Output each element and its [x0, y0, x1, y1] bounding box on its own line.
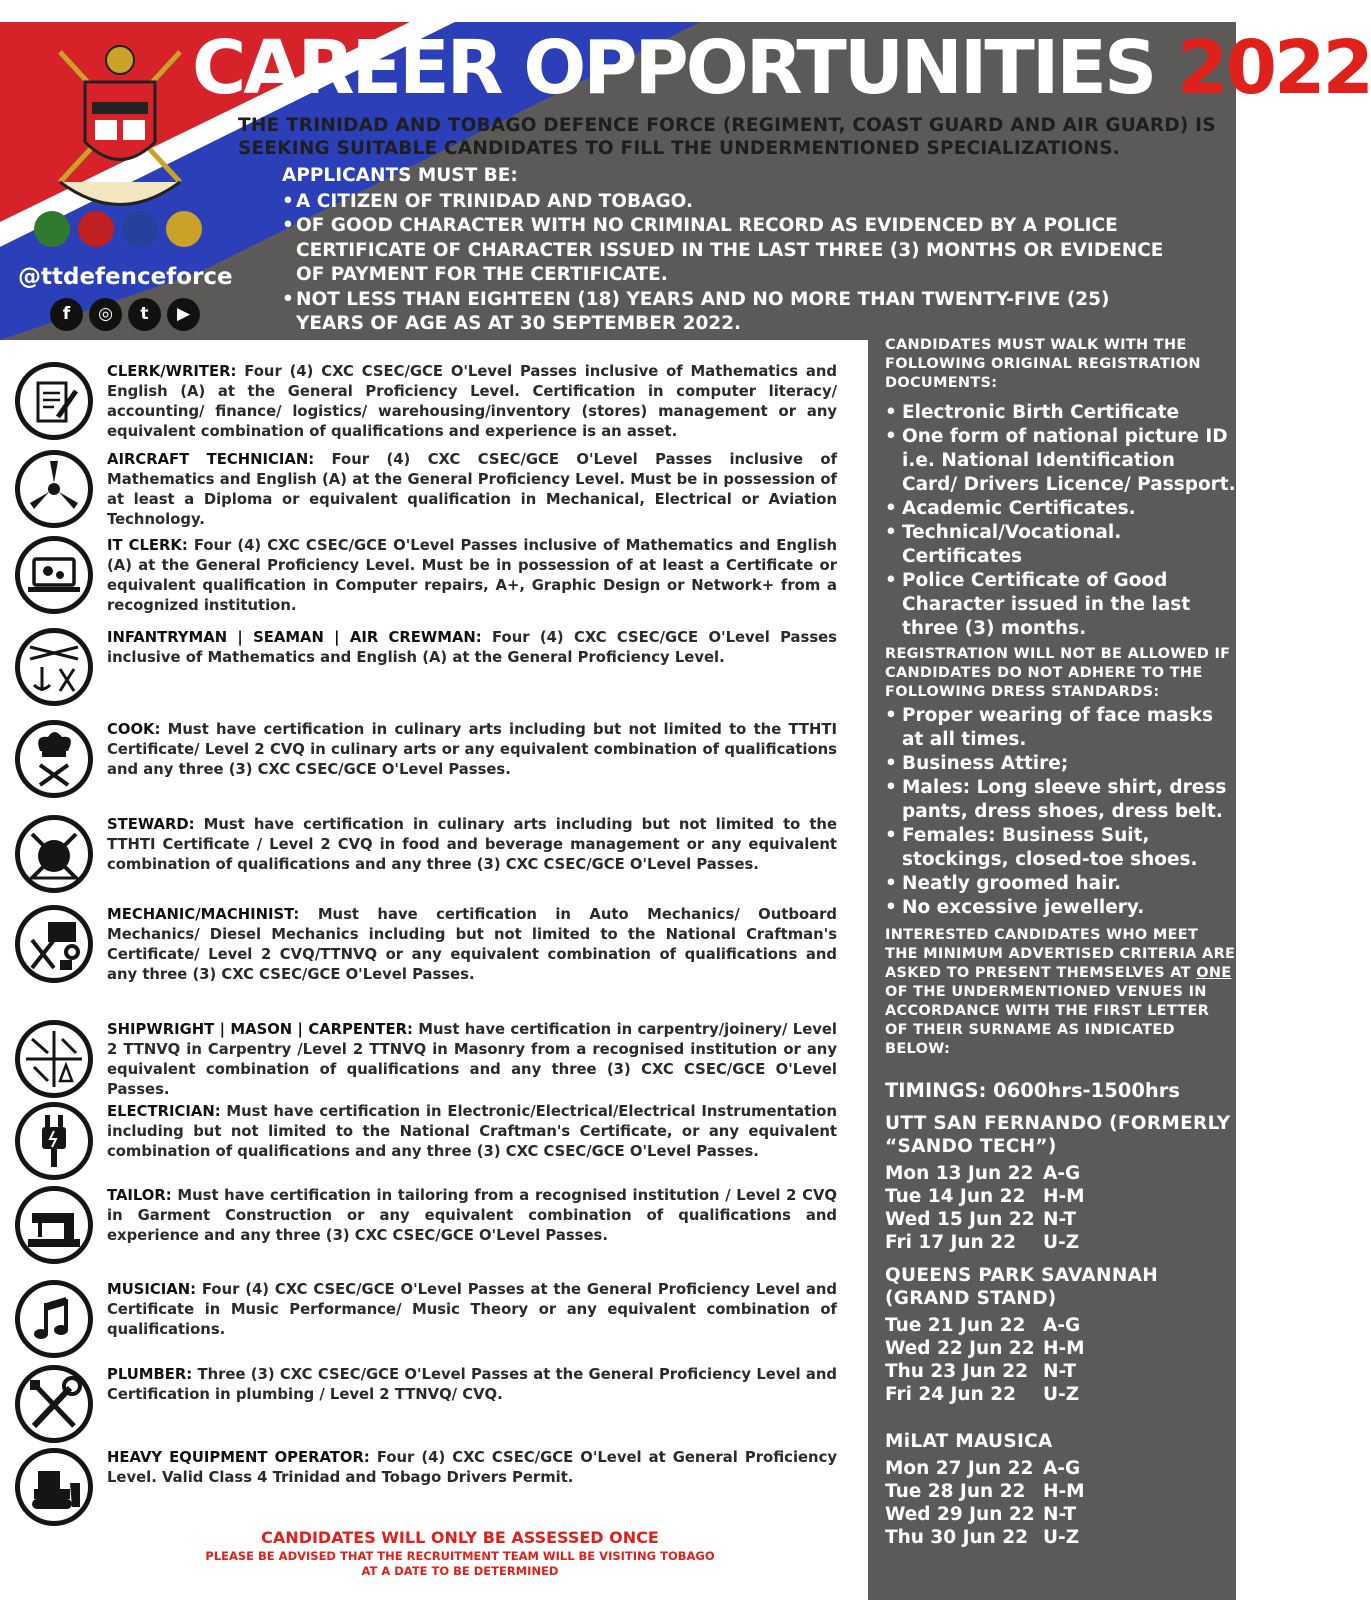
schedule-range: N-T: [1043, 1361, 1077, 1382]
document-item: • Police Certificate of Good Character issued in the last three (3) months.: [885, 569, 1236, 641]
schedule-range: A-G: [1043, 1163, 1081, 1184]
tobago-note: [180, 1549, 740, 1579]
schedule-row: [885, 1337, 1236, 1360]
music-note-icon: [15, 1280, 93, 1358]
youtube-icon[interactable]: ▶: [167, 298, 200, 331]
unit-badges-icon: [30, 206, 210, 252]
schedule-date: Mon 27 Jun 22: [885, 1458, 1034, 1479]
job-requirements: Must have certification in Electronic/Electrical/Electrical Instrumentation including but not limited to the National Craftman's Certificate, or any equivalent combination of qualifications and any three (3) CXC CSEC/GCE O'Level Passes.: [107, 1103, 837, 1160]
schedule-date: Tue 14 Jun 22: [885, 1186, 1026, 1207]
construction-tools-icon: [15, 1020, 93, 1098]
instagram-icon[interactable]: ◎: [89, 298, 122, 331]
document-item: • One form of national picture ID i.e. National Identification Card/ Drivers Licence/ Passport.: [885, 425, 1236, 497]
schedule-range: N-T: [1043, 1504, 1077, 1525]
schedule-row: [885, 1526, 1236, 1549]
header-banner: [0, 22, 1371, 340]
cutlery-icon: [15, 815, 93, 893]
dress-list: [885, 704, 1236, 920]
venue-intro-one: ONE: [1196, 965, 1232, 981]
schedule-date: Wed 22 Jun 22: [885, 1338, 1035, 1359]
job-requirements: Three (3) CXC CSEC/GCE O'Level Passes at the General Proficiency Level and Certification in plumbing / Level 2 TTNVQ/ CVQ.: [107, 1366, 838, 1403]
schedule-range: U-Z: [1043, 1384, 1080, 1405]
job-requirements: Four (4) CXC CSEC/GCE O'Level at General Proficiency Level. Valid Class 4 Trinidad and Tobago Drivers Permit.: [107, 1449, 837, 1486]
schedule-row: [885, 1457, 1236, 1480]
documents-heading: CANDIDATES MUST WALK WITH THE FOLLOWING ORIGINAL REGISTRATION DOCUMENTS:: [885, 337, 1201, 391]
job-title: AIRCRAFT TECHNICIAN:: [107, 451, 315, 468]
registration-sidebar: [868, 337, 1236, 1600]
venue-intro-a: INTERESTED CANDIDATES WHO MEET THE MINIMUM ADVERTISED CRITERIA ARE ASKED TO PRESENT THEMSELVES AT: [885, 927, 1236, 981]
requirement-item: • A CITIZEN OF TRINIDAD AND TOBAGO.: [282, 190, 1182, 215]
tobago-note-line: PLEASE BE ADVISED THAT THE RECRUITMENT TEAM WILL BE VISITING TOBAGO: [205, 1549, 715, 1563]
requirement-item: • OF GOOD CHARACTER WITH NO CRIMINAL RECORD AS EVIDENCED BY A POLICE CERTIFICATE OF CHARACTER ISSUED IN THE LAST THREE (3) MONTHS OR EVIDENCE OF PAYMENT FOR THE CERTIFICATE.: [282, 214, 1182, 288]
dress-heading: REGISTRATION WILL NOT BE ALLOWED IF CANDIDATES DO NOT ADHERE TO THE FOLLOWING DRESS STANDARDS:: [885, 646, 1231, 700]
job-requirements: Must have certification in Auto Mechanics/ Outboard Mechanics/ Diesel Mechanics including but not limited to the National Craftman's Certificate/ Level 2 CVQ/TTNVQ or any equivalent combination of qualifications and any three (3) CXC CSEC/GCE O'Level Passes.: [107, 906, 838, 983]
job-title: MUSICIAN:: [107, 1281, 197, 1298]
defence-force-crest-icon: [40, 32, 200, 232]
schedule-row: [885, 1162, 1236, 1185]
requirements: [282, 164, 1182, 337]
job-description: [107, 720, 837, 780]
venue-schedule: [885, 1162, 1236, 1254]
schedule-range: H-M: [1043, 1481, 1085, 1502]
job-description: [107, 1280, 837, 1340]
job-description: [107, 362, 837, 442]
dress-item: • Females: Business Suit, stockings, closed-toe shoes.: [885, 824, 1236, 872]
job-requirements: Must have certification in tailoring from a recognised institution / Level 2 CVQ in Garment Construction or any equivalent combination of qualifications and experience and any three (3) CXC CSEC/GCE O'Level Passes.: [107, 1187, 838, 1244]
document-item: • Technical/Vocational. Certificates: [885, 521, 1236, 569]
dress-item: • Proper wearing of face masks at all times.: [885, 704, 1236, 752]
schedule-row: [885, 1314, 1236, 1337]
job-requirements: Must have certification in culinary arts including but not limited to the TTHTI Certificate/ Level 2 CVQ in culinary arts or any equivalent combination of qualifications and any three (3) CXC CSEC/GCE O'Level Passes.: [107, 721, 837, 778]
job-description: [107, 536, 837, 616]
title-text: CAREER OPPORTUNITIES: [192, 25, 1155, 111]
assessment-note: CANDIDATES WILL ONLY BE ASSESSED ONCE: [261, 1528, 659, 1547]
schedule-row: [885, 1231, 1236, 1254]
job-description: [107, 1448, 837, 1488]
venue-instructions: [885, 926, 1236, 1059]
schedule-range: H-M: [1043, 1338, 1085, 1359]
plug-icon: [15, 1102, 93, 1180]
schedule-date: Tue 21 Jun 22: [885, 1315, 1026, 1336]
schedule-range: U-Z: [1043, 1232, 1080, 1253]
schedule-date: Wed 15 Jun 22: [885, 1209, 1035, 1230]
title-year: 2022: [1177, 25, 1371, 111]
schedule-date: Thu 30 Jun 22: [885, 1527, 1028, 1548]
schedule-row: [885, 1185, 1236, 1208]
job-description: [107, 450, 837, 530]
job-title: IT CLERK:: [107, 537, 188, 554]
job-requirements: Four (4) CXC CSEC/GCE O'Level Passes inclusive of Mathematics and English (A) at the General Proficiency Level. Certification in computer literacy/ accounting/ finance/ logistics/ warehousing/inventory (stores) management or any equivalent combination of qualifications and experience is an asset.: [107, 363, 837, 440]
job-description: [107, 905, 837, 985]
job-requirements: Four (4) CXC CSEC/GCE O'Level Passes inclusive of Mathematics and English (A) at the General Proficiency Level. Must be in possession of at least a Certificate or equivalent qualification in Computer repairs, A+, Graphic Design or Network+ from a recognized institution.: [107, 537, 837, 614]
schedule-row: [885, 1360, 1236, 1383]
venue-schedule: [885, 1314, 1236, 1406]
schedule-row: [885, 1480, 1236, 1503]
job-title: ELECTRICIAN:: [107, 1103, 221, 1120]
schedule-range: A-G: [1043, 1458, 1081, 1479]
intro-text: THE TRINIDAD AND TOBAGO DEFENCE FORCE (REGIMENT, COAST GUARD AND AIR GUARD) IS SEEKING SUITABLE CANDIDATES TO FILL THE UNDERMENTIONED SPECIALIZATIONS.: [238, 115, 1216, 159]
schedule-range: H-M: [1043, 1186, 1085, 1207]
schedule-range: U-Z: [1043, 1527, 1080, 1548]
venue-intro-b: OF THE UNDERMENTIONED VENUES IN ACCORDANCE WITH THE FIRST LETTER OF THEIR SURNAME AS INDICATED BELOW:: [885, 984, 1210, 1057]
job-title: TAILOR:: [107, 1187, 172, 1204]
document-pen-icon: [15, 362, 93, 440]
dress-item: • Males: Long sleeve shirt, dress pants, dress shoes, dress belt.: [885, 776, 1236, 824]
wrench-icon: [15, 1365, 93, 1443]
dress-item: • No excessive jewellery.: [885, 896, 1236, 920]
schedule-date: Mon 13 Jun 22: [885, 1163, 1034, 1184]
job-title: COOK:: [107, 721, 161, 738]
schedule-row: [885, 1503, 1236, 1526]
job-description: [107, 1020, 837, 1100]
schedule-date: Thu 23 Jun 22: [885, 1361, 1028, 1382]
propeller-icon: [15, 450, 93, 528]
job-description: [107, 815, 837, 875]
document-item: • Electronic Birth Certificate: [885, 401, 1236, 425]
job-requirements: Four (4) CXC CSEC/GCE O'Level Passes inclusive of Mathematics and English (A) at the General Proficiency Level. Must be in possession of at least a Diploma or equivalent qualification in Mechanical, Electrical or Aviation Technology.: [107, 451, 838, 528]
requirement-item: • NOT LESS THAN EIGHTEEN (18) YEARS AND NO MORE THAN TWENTY-FIVE (25) YEARS OF AGE AS AT 30 SEPTEMBER 2022.: [282, 288, 1182, 337]
venues: [885, 1112, 1236, 1549]
venue-name: UTT SAN FERNANDO (FORMERLY “SANDO TECH”): [885, 1113, 1231, 1157]
schedule-range: A-G: [1043, 1315, 1081, 1336]
job-title: CLERK/WRITER:: [107, 363, 237, 380]
job-title: SHIPWRIGHT | MASON | CARPENTER:: [107, 1021, 413, 1038]
page-title: [192, 25, 1371, 111]
schedule-date: Fri 17 Jun 22: [885, 1232, 1016, 1253]
twitter-icon[interactable]: t: [128, 298, 161, 331]
dress-item: • Neatly groomed hair.: [885, 872, 1236, 896]
engine-tools-icon: [15, 905, 93, 983]
schedule-date: Wed 29 Jun 22: [885, 1504, 1035, 1525]
tobago-note-line: AT A DATE TO BE DETERMINED: [361, 1564, 559, 1578]
schedule-row: [885, 1383, 1236, 1406]
venue-name: QUEENS PARK SAVANNAH (GRAND STAND): [885, 1265, 1159, 1309]
job-requirements: Must have certification in carpentry/joinery/ Level 2 TTNVQ in Carpentry /Level 2 TTNVQ in Masonry from a recognised institution or any equivalent combination of qualifications and any three (3) CXC CSEC/GCE O'Level Passes.: [107, 1021, 837, 1098]
timings: TIMINGS: 0600hrs-1500hrs: [885, 1079, 1181, 1102]
dress-item: • Business Attire;: [885, 752, 1236, 776]
job-description: [107, 1365, 837, 1405]
schedule-date: Fri 24 Jun 22: [885, 1384, 1016, 1405]
job-title: MECHANIC/MACHINIST:: [107, 906, 300, 923]
documents-list: [885, 401, 1236, 641]
laptop-gears-icon: [15, 536, 93, 614]
job-title: PLUMBER:: [107, 1366, 193, 1383]
facebook-icon[interactable]: f: [50, 298, 83, 331]
schedule-row: [885, 1208, 1236, 1231]
schedule-date: Tue 28 Jun 22: [885, 1481, 1026, 1502]
venue-name: MiLAT MAUSICA: [885, 1431, 1053, 1452]
job-requirements: Four (4) CXC CSEC/GCE O'Level Passes at the General Proficiency Level and Certificate in Music Performance/ Music Theory or any equivalent combination of qualifications.: [107, 1281, 837, 1338]
document-item: • Academic Certificates.: [885, 497, 1236, 521]
job-title: INFANTRYMAN | SEAMAN | AIR CREWMAN:: [107, 629, 482, 646]
schedule-range: N-T: [1043, 1209, 1077, 1230]
sewing-machine-icon: [15, 1186, 93, 1264]
job-title: STEWARD:: [107, 816, 195, 833]
job-description: [107, 1102, 837, 1162]
job-description: [107, 628, 837, 668]
venue-schedule: [885, 1457, 1236, 1549]
job-description: [107, 1186, 837, 1246]
social-handle[interactable]: @ttdefenceforce: [18, 264, 233, 290]
job-requirements: Must have certification in culinary arts including but not limited to the TTHTI Certificate / Level 2 CVQ in food and beverage management or any equivalent combination of qualifications and any three (3) CXC CSEC/GCE O'Level Passes.: [107, 816, 838, 873]
chef-hat-icon: [15, 720, 93, 798]
requirements-title: APPLICANTS MUST BE:: [282, 165, 518, 186]
rifles-anchor-icon: [15, 628, 93, 706]
social-icons: [50, 298, 200, 331]
bulldozer-icon: [15, 1448, 93, 1526]
job-requirements: Four (4) CXC CSEC/GCE O'Level Passes inclusive of Mathematics and English (A) at the General Proficiency Level.: [107, 629, 837, 666]
job-title: HEAVY EQUIPMENT OPERATOR:: [107, 1449, 370, 1466]
